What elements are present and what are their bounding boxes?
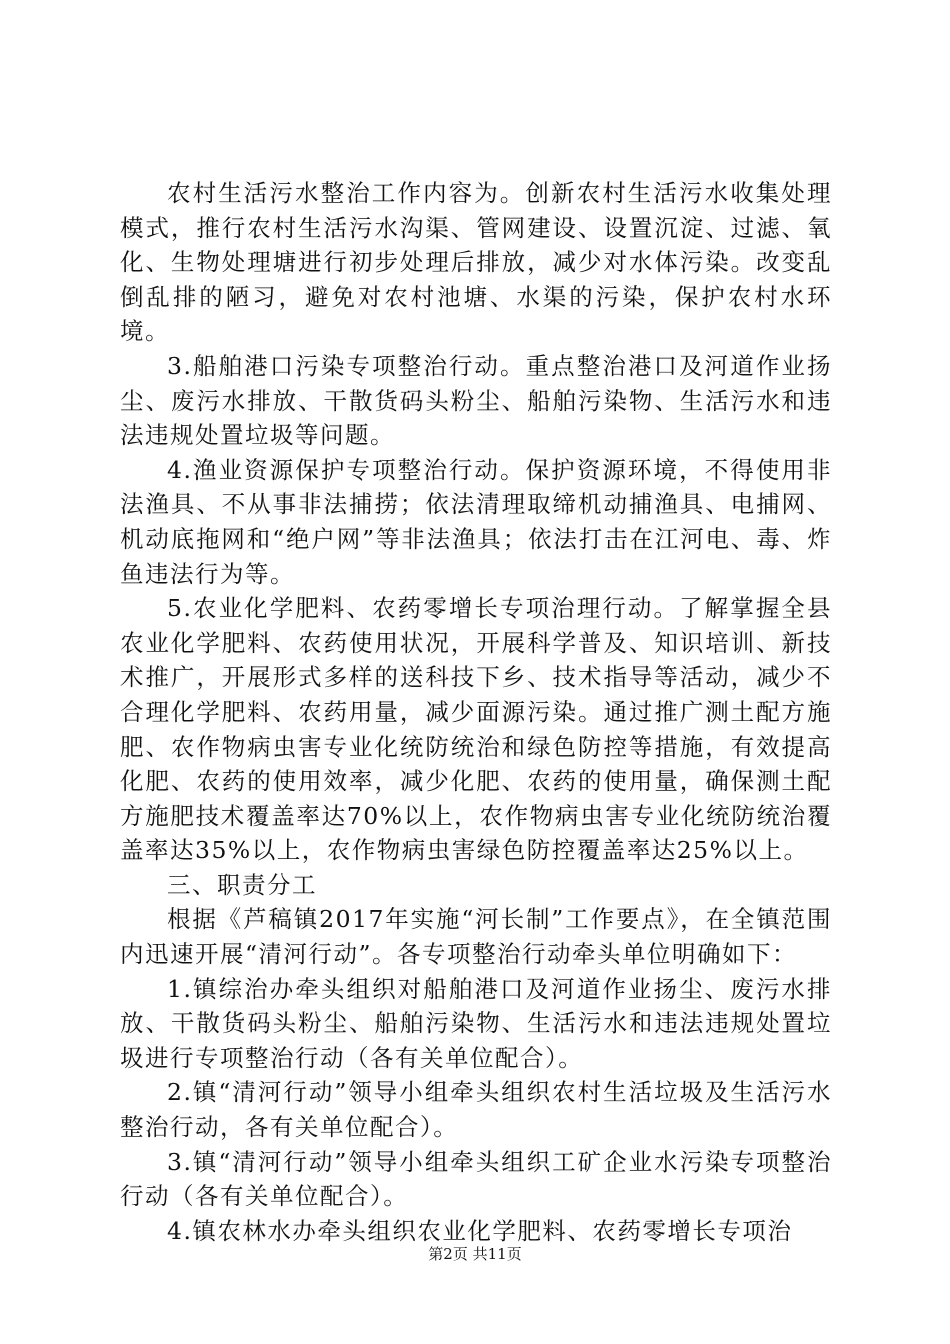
paragraph-rural-sewage: 农村生活污水整治工作内容为。创新农村生活污水收集处理模式，推行农村生活污水沟渠、管网建设、设置沉淀、过滤、氧化、生物处理塘进行初步处理后排放，减少对水体污染。改变乱倒乱排的陋习，避免对农村池塘、水渠的污染，保护农村水环境。 [120,179,832,346]
paragraph-ship-port: 3.船舶港口污染专项整治行动。重点整治港口及河道作业扬尘、废污水排放、干散货码头粉尘、船舶污染物、生活污水和违法违规处置垃圾等问题。 [120,351,832,450]
paragraph-item-3: 3.镇“清河行动”领导小组牵头组织工矿企业水污染专项整治行动（各有关单位配合）。 [120,1147,832,1211]
paragraph-basis: 根据《芦稿镇2017年实施“河长制”工作要点》，在全镇范围内迅速开展“清河行动”。各专项整治行动牵头单位明确如下： [120,905,832,969]
paragraph-fishery: 4.渔业资源保护专项整治行动。保护资源环境，不得使用非法渔具、不从事非法捕捞；依法清理取缔机动捕渔具、电捕网、机动底拖网和“绝户网”等非法渔具；依法打击在江河电、毒、炸鱼违法行为等。 [120,455,832,588]
document-body [120,176,832,1248]
paragraph-item-4: 4.镇农林水办牵头组织农业化学肥料、农药零增长专项治 [167,1216,793,1245]
section-heading-duties: 三、职责分工 [167,870,317,899]
paragraph-fertilizer: 5.农业化学肥料、农药零增长专项治理行动。了解掌握全县农业化学肥料、农药使用状况，开展科学普及、知识培训、新技术推广，开展形式多样的送科技下乡、技术指导等活动，减少不合理化学肥料、农药用量，减少面源污染。通过推广测土配方施肥、农作物病虫害专业化统防统治和绿色防控等措施，有效提高化肥、农药的使用效率，减少化肥、农药的使用量，确保测土配方施肥技术覆盖率达70%以上，农作物病虫害专业化统防统治覆盖率达35%以上，农作物病虫害绿色防控覆盖率达25%以上。 [120,594,832,865]
paragraph-item-1: 1.镇综治办牵头组织对船舶港口及河道作业扬尘、废污水排放、干散货码头粉尘、船舶污染物、生活污水和违法违规处置垃圾进行专项整治行动（各有关单位配合）。 [120,974,832,1072]
paragraph-item-2: 2.镇“清河行动”领导小组牵头组织农村生活垃圾及生活污水整治行动，各有关单位配合）。 [120,1078,832,1142]
page-footer: 第2页 共11页 [428,1245,522,1263]
